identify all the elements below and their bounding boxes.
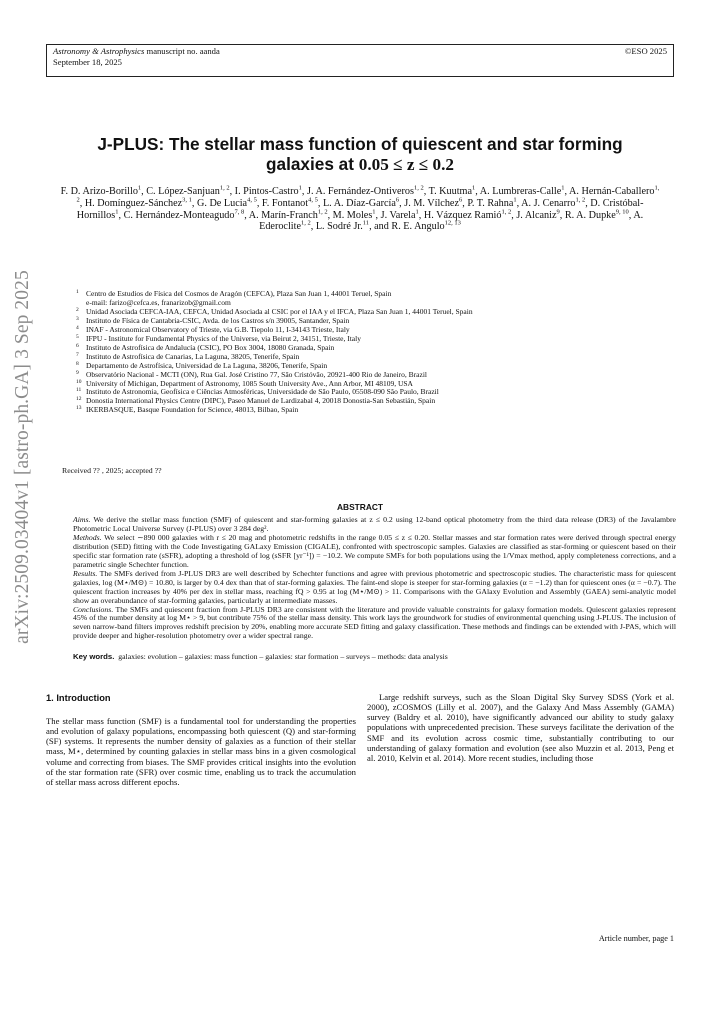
affiliation-text: University of Michigan, Department of Astronomy, 1085 South University Ave., Ann Arbor, MI 48109, USA (86, 378, 413, 388)
author (516, 210, 559, 221)
author-affiliation-marker: 9 (556, 208, 560, 216)
abstract-body (73, 516, 676, 641)
author-name: J. A. Fernández-Ontiveros (306, 186, 414, 197)
author (85, 198, 192, 209)
author-list: F. D. Arizo-Borillo$^1$, C. López-Sanjuan$^{1, 2}$, I. Pintos-Castro$^1$, J. A. Fernández-Ontiveros$^{1, 2}$, T. Kuutma$^1$, A. Lumbreras-Calle$^1$, A. Hernán-Caballero$^{1, 2}$, H. Domínguez-Sánchez$^{3, 1}$, G. De Lucia$^{4, 5}$, F. Fontanot$^{4, 5}$, L. A. Díaz-García$^6$, J. M. Vílchez$^6$, P. T. Rahna$^1$, A. J. Cenarro$^{1, 2}$, D. Cristóbal-Hornillos$^1$, C. Hernández-Monteagudo$^{7, 8}$, A. Marín-Franch$^{1, 2}$, M. Moles$^1$, J. Varela$^1$, H. Vázquez Ramió$^{1, 2}$, J. Alcaniz$^9$, R. A. Dupke$^{9, 10}$, A. Ederoclite$^{1, 2}$, L. Sodré Jr.$^{11}$, and R. E. Angulo$^{12, 13}$ (60, 184, 660, 233)
affiliation-text: Observatório Nacional - MCTI (ON), Rua Gal. José Cristino 77, São Cristóvão, 20921-400 Rio de Janeiro, Brazil (86, 369, 427, 379)
abstract-methods (73, 534, 676, 570)
affiliation-text: Instituto de Astrofísica de Andalucía (CSIC), PO Box 3004, 18080 Granada, Spain (86, 342, 335, 352)
author (316, 221, 369, 232)
author (565, 210, 629, 221)
author-name: D. Cristóbal-Hornillos (76, 197, 644, 221)
results-text: The SMFs derived from J-PLUS DR3 are well described by Schechter functions and agree with previous photometric and spectroscopic studies. The characteristic mass for quiescent galaxies, log (M⋆/M⊙) = 10.80, is larger by 0.4 dex than that of star-forming galaxies. The faint-end slope is steeper for star-forming galaxies (α = −1.2) than for quiescent ones (α = −0.7). The quiescent fraction increases by 40% per dex in stellar mass, reaching fQ > 0.95 at log (M⋆/M⊙) > 11. Comparisons with the GAlaxy Evolution and Assembly (GAEA) semi-analytic model show an overabundance of star-forming galaxies, particularly at intermediate masses. (73, 568, 676, 605)
author-affiliation-marker: 9, 10 (615, 208, 629, 216)
affiliation-number: 6 (76, 342, 79, 349)
author-name: C. Hernández-Monteagudo (123, 209, 235, 221)
author-name: J. Varela (380, 209, 416, 221)
author (480, 186, 565, 197)
author-affiliation-marker: 1 (115, 208, 119, 216)
author-name: C. López-Sanjuan (146, 186, 220, 197)
author-affiliation-marker: 1, 2 (413, 184, 424, 192)
affiliation-number: 7 (76, 351, 79, 358)
arxiv-stamp: arXiv:2509.03404v1 [astro-ph.GA] 3 Sep 2025 (12, 270, 33, 644)
author-name: A. Ederoclite (259, 209, 644, 233)
author (235, 186, 302, 197)
author (429, 186, 476, 197)
author-affiliation-marker: 3, 1 (182, 196, 192, 204)
author-affiliation-marker: 1, 2 (501, 208, 512, 216)
author-affiliation-marker: 7, 8 (234, 208, 245, 216)
affiliation-text: Unidad Asociada CEFCA-IAA, CEFCA, Unidad Asociada al CSIC por el IAA y el IFCA, Plaza San Juan 1, 44001 Teruel, Spain (86, 306, 473, 316)
author-name: R. A. Dupke (564, 209, 616, 221)
manuscript-id: manuscript no. aanda (146, 46, 220, 56)
author-name: A. Lumbreras-Calle (479, 186, 562, 197)
author-name: T. Kuutma (428, 186, 472, 197)
author (424, 210, 511, 221)
author-name: L. A. Díaz-García (322, 197, 396, 209)
author-affiliation-marker: 4, 5 (308, 196, 318, 204)
author (197, 198, 257, 209)
affiliation-text: IFPU - Institute for Fundamental Physics of the Universe, via Beirut 2, 34151, Trieste, Italy (86, 333, 361, 343)
affiliation-text: Instituto de Astrofísica de Canarias, La Laguna, 38205, Tenerife, Spain (86, 351, 300, 361)
author-name: F. D. Arizo-Borillo (60, 186, 138, 197)
conclusions-text: The SMFs and quiescent fraction from J-PLUS DR3 are consistent with the literature and provide valuable constraints for galaxy formation models. Quiescent galaxies represent 45% of the number density at log M⋆ > 9, but contribute 75% of the stellar mass density. This work lays the groundwork for studies of environmental quenching using J-PLUS. The inclusion of seven narrow-band filters improves redshift precision by 20%, enabling more accurate SED fitting and galaxy classification. These methods and findings can be extended with J-PAS, which will provide deeper and higher-resolution photometry over a wider spectral range. (73, 604, 676, 641)
journal-name (53, 46, 220, 57)
author-name: J. M. Vílchez (404, 197, 459, 209)
author-affiliation-marker: 1, 2 (300, 220, 311, 227)
manuscript-date: September 18, 2025 (53, 57, 122, 67)
affiliation-number: 13 (76, 405, 82, 412)
affiliation-text: Donostia International Physics Centre (DIPC), Paseo Manuel de Lardizabal 4, 20018 Donostia-San Sebastián, Spain (86, 396, 436, 406)
author (521, 198, 585, 209)
affiliation-number: 10 (76, 378, 82, 385)
author (262, 198, 318, 209)
copyright: ©ESO 2025 (624, 46, 667, 56)
author-name: H. Vázquez Ramió (423, 209, 502, 221)
author (323, 198, 399, 209)
affiliation-number: 2 (76, 306, 79, 313)
journal-title: Astronomy & Astrophysics (53, 46, 145, 56)
author-affiliation-marker: 1 (415, 208, 419, 216)
affiliation-number: 4 (76, 324, 79, 331)
aims-label: Aims. (73, 515, 91, 524)
affiliation-item (76, 406, 676, 415)
affiliation-text: IKERBASQUE, Basque Foundation for Science, 48013, Bilbao, Spain (86, 405, 299, 415)
title-line-2 (46, 154, 674, 175)
author-affiliation-marker: 1 (561, 184, 565, 192)
affiliation-number: 3 (76, 315, 79, 322)
author (307, 186, 424, 197)
author-name: A. Hernán-Caballero (569, 186, 655, 197)
author-affiliation-marker: 1, 2 (219, 184, 230, 192)
author-name: G. De Lucia (197, 197, 248, 209)
author (249, 210, 328, 221)
author-name: M. Moles (332, 209, 373, 221)
abstract-aims (73, 516, 676, 534)
author-affiliation-marker: 6 (458, 196, 463, 204)
author (381, 210, 419, 221)
keywords (73, 652, 676, 661)
author-affiliation-marker: 1 (372, 208, 376, 216)
author-name: I. Pintos-Castro (234, 186, 299, 197)
affiliation-list (76, 290, 676, 415)
intro-right-column: Large redshift surveys, such as the Sloan Digital Sky Survey SDSS (York et al. 2000), zCOSMOS (Lilly et al. 2007), and the Galaxy And Mass Assembly (GAMA) survey (Baldry et al. 2010), have significantly advanced our ability to study galaxy populations with unprecedented precision. These surveys facilitate the derivation of the SMF and its evolution across cosmic time, substantially contributing to our understanding of galaxy formation and evolution (see also Muzzin et al. 2013, Peng et al. 2010, Kelvin et al. 2014). More recent studies, including those (367, 692, 674, 763)
intro-left-column: The stellar mass function (SMF) is a fundamental tool for understanding the properties and evolution of galaxy populations, encompassing both quiescent (Q) and star-forming (SF) systems. It represents the number density of galaxies as a function of their stellar mass, M⋆, determined by counting galaxies in stellar mass bins in a given cosmological volume and correcting from biases. The SMF provides critical insights into the evolution of the star formation rate (SFR) over cosmic time, enabling us to track the accumulation of stellar mass across different epochs. (46, 716, 356, 787)
section-heading-introduction: 1. Introduction (46, 693, 111, 703)
affiliation-text: Instituto de Astronomia, Geofísica e Ciências Atmosféricas, Universidade de São Paulo, 05508-090 São Paulo, Brazil (86, 387, 439, 397)
affiliation-number: 12 (76, 396, 82, 403)
aims-text: We derive the stellar mass function (SMF) of quiescent and star-forming galaxies at z ≤ 0.2 using 12-band optical photometry from the third data release (DR3) of the Javalambre Photometric Local Universe Survey (J-PLUS) over 3 284 deg². (73, 515, 676, 533)
affiliation-text: e-mail: farizo@cefca.es, franarizob@gmail.com (86, 297, 231, 307)
author (146, 186, 229, 197)
author-name: L. Sodré Jr. (315, 221, 363, 233)
affiliation-number: 11 (76, 387, 82, 394)
author-affiliation-marker: 6 (395, 196, 400, 204)
affiliation-number: 8 (76, 360, 79, 367)
author (61, 186, 142, 197)
affiliation-text: Instituto de Física de Cantabria-CSIC, Avda. de los Castros s/n 39005, Santander, Spain (86, 315, 350, 325)
author-affiliation-marker: 1 (298, 184, 302, 192)
author-affiliation-marker: 11 (362, 220, 370, 227)
author (124, 210, 245, 221)
author-name: A. J. Cenarro (521, 197, 576, 209)
title-line-1: J-PLUS: The stellar mass function of quiescent and star forming (97, 134, 623, 154)
author-affiliation-marker: 1, 2 (76, 184, 660, 204)
methods-label: Methods. (73, 532, 102, 542)
author-affiliation-marker: 4, 5 (247, 196, 257, 204)
methods-text: We select ∼890 000 galaxies with r ≤ 20 mag and photometric redshifts in the range 0.05 ≤ z ≤ 0.20. Stellar masses and star formation rates were derived through spectral energy distribution (SED) fitting with the Code Investigating GALaxy Emission (CIGALE), confronted with spectroscopic samples. Galaxies are classified as star-forming or quiescent based on their specific star formation rate (sSFR), adopting a threshold of log (sSFR [yr⁻¹]) = −10.2. We compute SMFs for both populations using the 1/Vmax method, apply completeness corrections, and a parametric single Schechter function. (73, 532, 676, 569)
author-name: H. Domínguez-Sánchez (84, 197, 183, 209)
page-footer: Article number, page 1 (598, 934, 674, 943)
affiliation-number: 9 (76, 369, 79, 376)
affiliation-number: 1 (76, 289, 79, 295)
author-name: F. Fontanot (261, 197, 309, 209)
author-affiliation-marker: 1, 2 (317, 208, 328, 216)
author (333, 210, 376, 221)
results-label: Results. (73, 568, 98, 578)
author-affiliation-marker: 1 (137, 184, 142, 192)
abstract-results (73, 570, 676, 606)
received-line: Received ?? , 2025; accepted ?? (62, 466, 162, 475)
running-header (46, 44, 674, 77)
abstract-conclusions (73, 606, 676, 642)
author-name: R. E. Angulo (391, 221, 445, 233)
affiliation-text: Departamento de Astrofísica, Universidad de La Laguna, 38206, Tenerife, Spain (86, 360, 328, 370)
keywords-text: galaxies: evolution – galaxies: mass function – galaxies: star formation – surveys – methods: data analysis (118, 652, 448, 661)
affiliation-number: 5 (76, 333, 79, 340)
author (467, 198, 516, 209)
author-affiliation-marker: 1, 2 (575, 196, 586, 204)
author-affiliation-marker: 1 (472, 184, 476, 192)
paper-title (46, 134, 674, 175)
author-affiliation-marker: 12, 13 (444, 220, 461, 227)
affiliation-text: Centro de Estudios de Física del Cosmos de Aragón (CEFCA), Plaza San Juan 1, 44001 Teruel, Spain (86, 289, 392, 298)
abstract-heading: ABSTRACT (336, 502, 384, 512)
author-name: A. Marín-Franch (248, 209, 318, 221)
keywords-label: Key words. (73, 652, 115, 661)
author-name: J. Alcaniz (516, 209, 557, 221)
affiliation-text: INAF - Astronomical Observatory of Trieste, via G.B. Tiepolo 11, I-34143 Trieste, Italy (86, 324, 350, 334)
author (404, 198, 462, 209)
title-redshift-range: 0.05 ≤ z ≤ 0.2 (358, 155, 454, 174)
author-name: P. T. Rahna (467, 197, 514, 209)
author-affiliation-marker: 1 (513, 196, 517, 204)
author (391, 221, 460, 232)
title-line-2-text: galaxies at (266, 154, 359, 174)
conclusions-label: Conclusions. (73, 604, 114, 614)
